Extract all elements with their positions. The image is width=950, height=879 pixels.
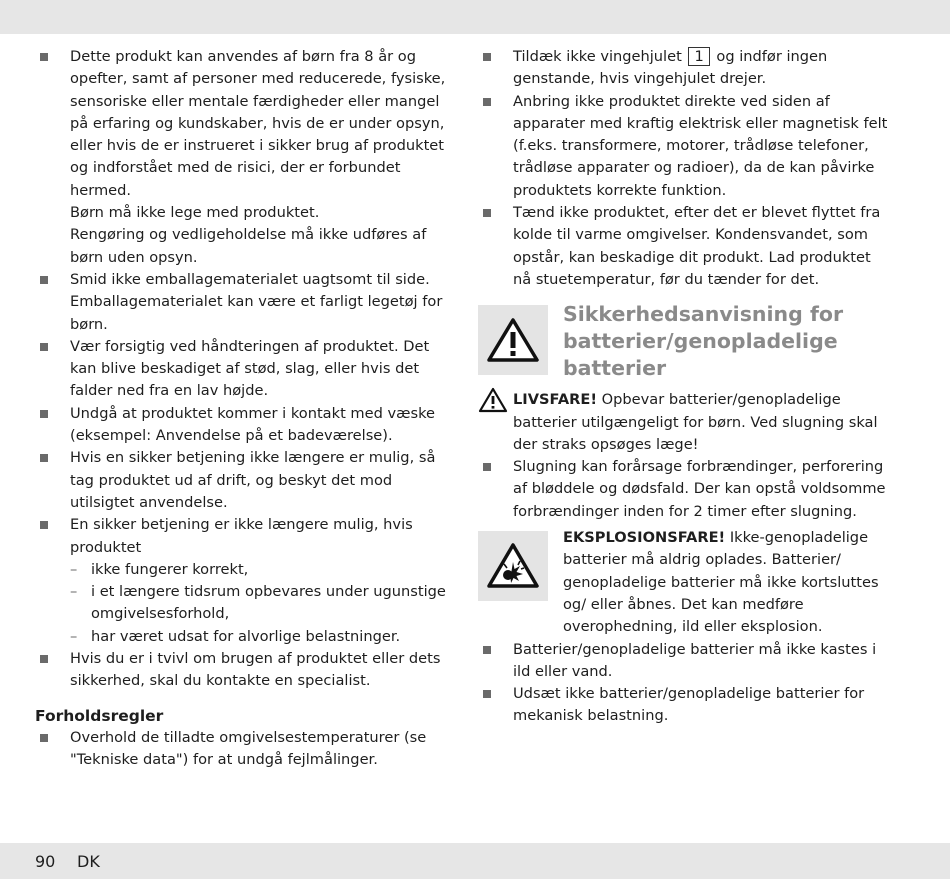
list-item: Anbring ikke produktet direkte ved siden af apparater med kraftig elektrisk eller magnetisk felt (f.eks. transformere, motorer, trådløse telefoner, trådløse apparater og radioer), da de kan påvirke produktets korrekte funktion. bbox=[478, 91, 890, 202]
dash-marker: – bbox=[70, 627, 78, 645]
sub-text: i et længere tidsrum opbevares under ugunstige omgivelsesforhold, bbox=[91, 583, 446, 623]
page-number: 90 bbox=[35, 852, 56, 871]
explosion-warning bbox=[478, 527, 890, 638]
list-item: Tænd ikke produktet, efter det er blevet flyttet fra kolde til varme omgivelser. Kondensvandet, som opstår, kan beskadige dit produkt. Lad produktet nå stuetemperatur, før du tænder for det. bbox=[478, 202, 890, 291]
list-item: Slugning kan forårsage forbrændinger, perforering af bløddele og dødsfald. Der kan opstå voldsomme forbrændinger inden for 2 timer efter slugning. bbox=[478, 456, 890, 523]
list-item: Batterier/genopladelige batterier må ikke kastes i ild eller vand. bbox=[478, 639, 890, 684]
bullet-text: Dette produkt kan anvendes af børn fra 8 år og opefter, samt af personer med reducerede, fysiske, sensoriske eller mentale færdigheder eller mangel på erfaring og kundskaber, hvis de er under opsyn, eller hvis de er instrueret i sikker brug af produktet og indforstået med de risici, der er forbundet hermed. bbox=[70, 48, 446, 199]
sub-text: ikke fungerer korrekt, bbox=[91, 560, 249, 578]
bullet-text: Tildæk ikke vingehjulet bbox=[513, 48, 682, 65]
safety-section-header bbox=[478, 302, 890, 383]
warning-text: Opbevar batterier/genopladelige batterier utilgængeligt for børn. Ved slugning skal der straks opsøges læge! bbox=[513, 391, 878, 453]
list-item: Udsæt ikke batterier/genopladelige batterier for mekanisk belastning. bbox=[478, 683, 890, 728]
language-code: DK bbox=[77, 852, 100, 871]
list-item bbox=[478, 46, 890, 91]
part-number-box: 1 bbox=[688, 47, 709, 66]
sub-list-item bbox=[35, 559, 453, 581]
left-column bbox=[35, 46, 453, 772]
dash-marker: – bbox=[70, 583, 78, 601]
warning-triangle-icon bbox=[478, 305, 548, 375]
list-item: Vær forsigtig ved håndteringen af produktet. Det kan blive beskadiget af stød, slag, eller hvis det falder ned fra en lav højde. bbox=[35, 336, 453, 403]
list-item: Hvis du er i tvivl om brugen af produktet eller dets sikkerhed, skal du kontakte en specialist. bbox=[35, 648, 453, 693]
list-item: Overhold de tilladte omgivelsestemperaturer (se "Tekniske data") for at undgå fejlmålinger. bbox=[35, 727, 453, 772]
warning-triangle-icon bbox=[478, 387, 508, 420]
list-item: Undgå at produktet kommer i kontakt med væske (eksempel: Anvendelse på et badeværelse). bbox=[35, 403, 453, 448]
bullet-text: Rengøring og vedligeholdelse må ikke udføres af børn uden opsyn. bbox=[70, 226, 427, 266]
footer-bar bbox=[0, 843, 950, 879]
sub-list-item bbox=[35, 626, 453, 648]
sub-list-item bbox=[35, 581, 453, 626]
section-heading: Forholdsregler bbox=[35, 706, 164, 725]
bullet-text: Børn må ikke lege med produktet. bbox=[70, 204, 320, 222]
dash-marker: – bbox=[70, 560, 78, 578]
list-item bbox=[35, 46, 453, 269]
list-item: Hvis en sikker betjening ikke længere er mulig, så tag produktet ud af drift, og beskyt det mod utilsigtet anvendelse. bbox=[35, 447, 453, 514]
explosive-hazard-icon bbox=[478, 531, 548, 601]
explosion-text: Ikke-genopladelige batterier må aldrig oplades. Batterier/ genopladelige batterier må ikke kortsluttes og/ eller åbnes. Det kan medføre overophedning, ild eller eksplosion. bbox=[563, 529, 879, 636]
list-item: En sikker betjening er ikke længere mulig, hvis produktet bbox=[35, 514, 453, 559]
bullet-text: og indfør ingen genstande, hvis vingehjulet drejer. bbox=[513, 48, 828, 88]
life-danger-warning bbox=[478, 389, 890, 456]
sub-text: har været udsat for alvorlige belastninger. bbox=[91, 627, 401, 645]
right-column bbox=[478, 46, 890, 728]
explosion-label: EKSPLOSIONSFARE! bbox=[563, 529, 726, 547]
safety-section-title: Sikkerhedsanvisning for batterier/genopladelige batterier bbox=[563, 302, 844, 381]
list-item: Smid ikke emballagematerialet uagtsomt til side. Emballagematerialet kan være et farligt legetøj for børn. bbox=[35, 269, 453, 336]
top-bar bbox=[0, 0, 950, 34]
warning-label: LIVSFARE! bbox=[513, 391, 597, 409]
